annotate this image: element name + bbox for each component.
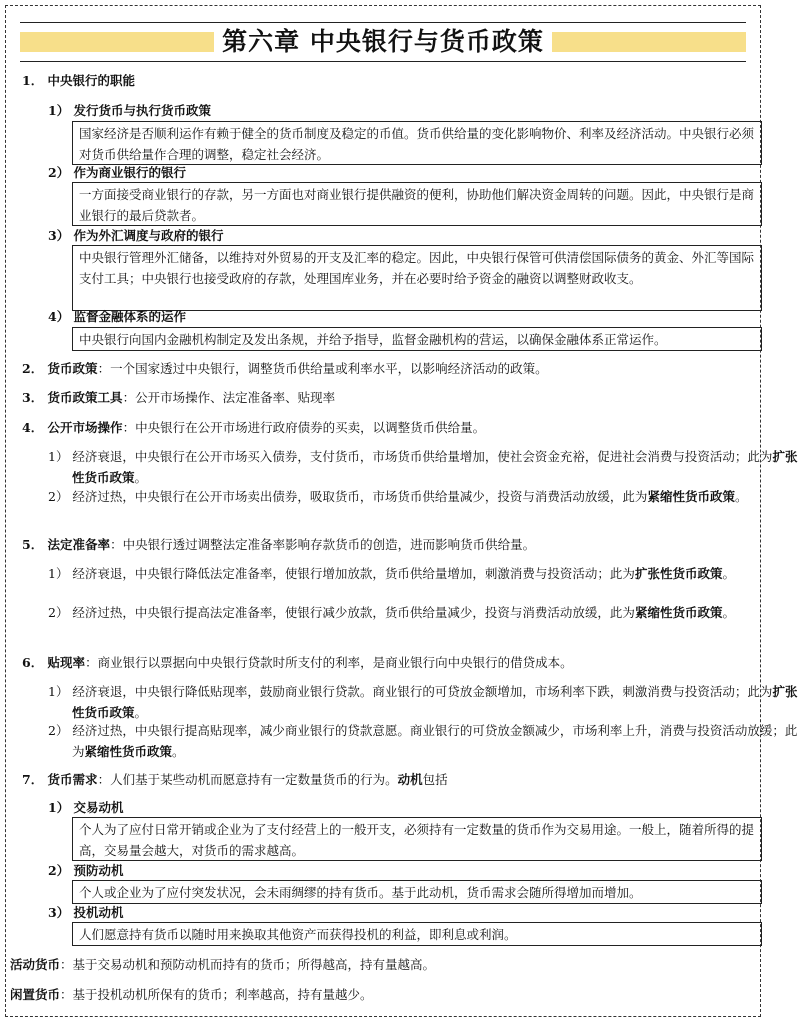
sec4-item1-text: 1） 经济衰退，中央银行在公开市场买入债券，支付货币，市场货币供给量增加，使社会资金充裕，促进社会消费与投资活动；此为	[48, 449, 773, 464]
sec1-heading: 1． 中央银行的职能	[22, 73, 136, 88]
sec1-item4-label: 4） 监督金融体系的运作	[48, 309, 187, 324]
sec5	[22, 534, 756, 555]
sec5-label: 5． 法定准备率	[22, 537, 111, 552]
sec6-item1-bold: 扩张性货币政策	[72, 684, 798, 720]
sec2-label: 2． 货币政策	[22, 361, 98, 376]
sec6-label: 6． 贴现率	[22, 655, 86, 670]
sec7-item3-box: 人们愿意持有货币以随时用来换取其他资产而获得投机的利益，即利息或利润。	[72, 922, 762, 946]
active-money	[10, 954, 744, 975]
sec3-text: ：公开市场操作、法定准备率、贴现率	[122, 390, 336, 405]
sec5-text: ：中央银行透过调整法定准备率影响存款货币的创造，进而影响货币供给量。	[110, 537, 536, 552]
sec1-item3-box: 中央银行管理外汇储备，以维持对外贸易的开支及汇率的稳定。因此，中央银行保管可供清偿国际债务的黄金、外汇等国际支付工具；中央银行也接受政府的存款，处理国库业务，并在必要时给予资金的融资以调整财政收支。	[72, 245, 762, 311]
sec6-text: ：商业银行以票据向中央银行贷款时所支付的利率，是商业银行向中央银行的借贷成本。	[85, 655, 573, 670]
idle-money-text: ：基于投机动机所保有的货币；利率越高，持有量越少。	[60, 987, 373, 1002]
sec4-item2	[22, 486, 806, 507]
document-page	[5, 5, 798, 1017]
sec7-item2-box: 个人或企业为了应付突发状况，会未雨绸缪的持有货币。基于此动机，货币需求会随所得增加而增加。	[72, 880, 762, 904]
sec5-item1-post: 。	[722, 566, 735, 581]
sec7-bold: 动机	[397, 772, 423, 787]
sec4	[22, 417, 756, 438]
sec4-item1-post: 。	[134, 470, 148, 485]
chapter-title-wrap	[6, 24, 760, 63]
sec4-item2-text: 2） 经济过热，中央银行在公开市场卖出债券，吸取货币，市场货币供给量减少，投资与消费活动放缓，此为	[48, 489, 648, 504]
sec7-text: ：人们基于某些动机而愿意持有一定数量货币的行为。	[97, 772, 398, 787]
sec5-item2-text: 2） 经济过热，中央银行提高法定准备率，使银行减少放款，货币供给量减少，投资与消费活动放缓，此为	[48, 605, 635, 620]
sec5-item2-post: 。	[722, 605, 735, 620]
sec5-item2-bold: 紧缩性货币政策	[634, 605, 723, 620]
sec5-item1-text: 1） 经济衰退，中央银行降低法定准备率，使银行增加放款，货币供给量增加，刺激消费与投资活动；此为	[48, 566, 635, 581]
sec1-item1-box: 国家经济是否顺利运作有赖于健全的货币制度及稳定的币值。货币供给量的变化影响物价、利率及经济活动。中央银行必须对货币供给量作合理的调整，稳定社会经济。	[72, 121, 762, 165]
sec3-label: 3． 货币政策工具	[22, 390, 123, 405]
sec1-item4-box: 中央银行向国内金融机构制定及发出条规，并给予指导，监督金融机构的营运，以确保金融体系正常运作。	[72, 327, 762, 351]
sec2	[22, 358, 756, 379]
sec7-label: 7． 货币需求	[22, 772, 98, 787]
sec5-item1	[22, 563, 806, 584]
sec6-item1-post: 。	[134, 705, 148, 720]
sec7	[22, 769, 756, 790]
sec4-item2-bold: 紧缩性货币政策	[647, 489, 735, 504]
sec6-item1	[22, 681, 806, 723]
sec1-item3-label: 3） 作为外汇调度与政府的银行	[48, 228, 224, 243]
sec6	[22, 652, 756, 673]
sec5-item2	[22, 602, 806, 623]
sec7-tail: 包括	[422, 772, 448, 787]
sec4-item1	[22, 446, 806, 488]
sec1-item1-label: 1） 发行货币与执行货币政策	[48, 103, 212, 118]
sec1-item2-label: 2） 作为商业银行的银行	[48, 165, 187, 180]
sec6-item2-text: 2） 经济过热，中央银行提高贴现率，减少商业银行的贷款意愿。商业银行的可贷放金额减少，市场利率上升，消费与投资活动放缓；此为	[48, 723, 798, 759]
sec7-item3-label: 3） 投机动机	[48, 905, 124, 920]
sec4-item1-bold: 扩张性货币政策	[72, 449, 798, 485]
active-money-text: ：基于交易动机和预防动机而持有的货币；所得越高，持有量越高。	[60, 957, 436, 972]
title-top-rule	[20, 22, 746, 23]
title-bottom-rule	[20, 61, 746, 62]
sec4-label: 4． 公开市场操作	[22, 420, 123, 435]
active-money-label: 活动货币	[10, 957, 61, 972]
sec1-item2-box: 一方面接受商业银行的存款，另一方面也对商业银行提供融资的便利，协助他们解决资金周转的问题。因此，中央银行是商业银行的最后贷款者。	[72, 182, 762, 226]
idle-money-label: 闲置货币	[10, 987, 61, 1002]
sec4-text: ：中央银行在公开市场进行政府债券的买卖，以调整货币供给量。	[122, 420, 486, 435]
sec4-item2-post: 。	[734, 489, 748, 504]
sec7-item2-label: 2） 预防动机	[48, 863, 124, 878]
sec6-item2-post: 。	[172, 744, 185, 759]
sec7-item1-box: 个人为了应付日常开销或企业为了支付经营上的一般开支，必须持有一定数量的货币作为交易用途。一般上，随着所得的提高，交易量会越大，对货币的需求越高。	[72, 817, 762, 861]
sec5-item1-bold: 扩张性货币政策	[634, 566, 723, 581]
sec3	[22, 387, 756, 408]
sec6-item2-bold: 紧缩性货币政策	[84, 744, 173, 759]
idle-money	[10, 984, 744, 1005]
sec2-text: ：一个国家透过中央银行，调整货币供给量或利率水平，以影响经济活动的政策。	[97, 361, 548, 376]
chapter-title: 第六章 中央银行与货币政策	[214, 27, 552, 56]
sec6-item1-text: 1） 经济衰退，中央银行降低贴现率，鼓励商业银行贷款。商业银行的可贷放金额增加，市场利率下跌，刺激消费与投资活动；此为	[48, 684, 773, 699]
sec6-item2	[22, 720, 806, 762]
sec7-item1-label: 1） 交易动机	[48, 800, 124, 815]
